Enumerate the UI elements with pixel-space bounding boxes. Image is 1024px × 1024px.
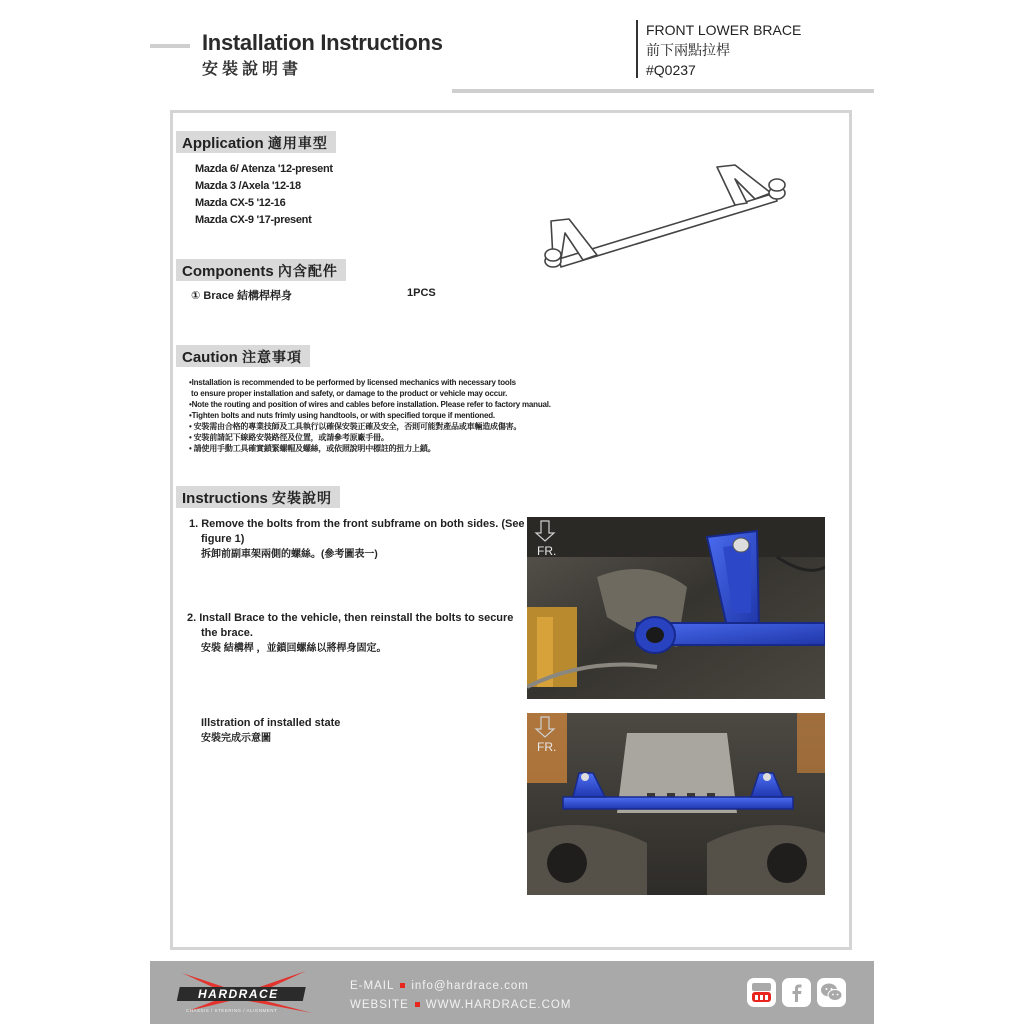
product-name-zh: 前下兩點拉桿 [646, 42, 730, 58]
illustration-caption [201, 716, 340, 746]
red-square-icon [415, 1002, 420, 1007]
website-label: WEBSITE [350, 999, 409, 1011]
facebook-icon[interactable] [782, 978, 811, 1007]
page-title-zh: 安裝說明書 [202, 59, 303, 78]
component-marker: ① [191, 290, 201, 302]
fr-label-2: FR. [537, 740, 557, 754]
instruction-sheet [150, 0, 874, 1024]
figure-1-photo [527, 517, 825, 699]
component-qty: 1PCS [407, 287, 436, 299]
caution-heading-zh: 注意事項 [242, 350, 302, 366]
red-square-icon [400, 983, 405, 988]
instructions-heading [176, 486, 340, 508]
youtube-icon[interactable] [747, 978, 776, 1007]
component-item [191, 287, 292, 303]
contact-info [350, 977, 571, 1015]
step-2-text-zh: 安裝 結構桿 ，並鎖回螺絲以將桿身固定。 [201, 643, 387, 654]
page-title: Installation Instructions [202, 30, 443, 55]
installed-state-photo [527, 713, 825, 895]
illustration-caption-en: Illstration of installed state [201, 717, 341, 729]
components-heading-zh: 內含配件 [277, 264, 338, 280]
step-2-text: 2. Install Brace to the vehicle, then reinstall the bolts to secure [187, 612, 514, 624]
caution-line: •Installation is recommended to be performed by licensed mechanics with necessary tools [189, 378, 516, 387]
part-number: #Q0237 [646, 62, 696, 78]
caution-line: • 安裝前請記下線路安裝路徑及位置，或請參考原廠手冊。 [189, 433, 389, 442]
header-rule-left [150, 44, 190, 48]
caution-line: •Note the routing and position of wires and cables before installation. Please refer to factory manual. [189, 400, 551, 409]
step-1-text: 1. Remove the bolts from the front subframe on both sides. (See [189, 518, 525, 530]
instructions-heading-zh: 安裝說明 [272, 491, 333, 507]
brand-tagline: CHASSIS / STEERING / ALIGNMENT [186, 1008, 278, 1013]
website-link[interactable]: WWW.HARDRACE.COM [425, 999, 572, 1011]
brand-name: HARDRACE [198, 987, 279, 1001]
component-name: Brace 結構桿桿身 [203, 290, 293, 302]
vehicle-item: Mazda 6/ Atenza '12-present [195, 163, 333, 175]
components-heading-en: Components [182, 263, 274, 280]
vehicle-item: Mazda CX-9 '17-present [195, 214, 312, 226]
content-frame [170, 110, 852, 950]
email-label: E-MAIL [350, 980, 395, 992]
application-heading [176, 131, 336, 153]
header-divider [636, 20, 638, 78]
application-heading-zh: 適用車型 [267, 136, 328, 152]
instruction-step-1 [189, 517, 529, 562]
step-1-text-zh: 拆卸前副車架兩側的螺絲。(參考圖表一) [201, 549, 378, 560]
caution-line: • 請使用手動工具確實鎖緊螺帽及螺絲，或依照說明中標註的扭力上鎖。 [189, 444, 436, 453]
website-row [350, 996, 571, 1015]
email-link[interactable]: info@hardrace.com [411, 980, 529, 992]
footer [150, 961, 874, 1024]
product-name: FRONT LOWER BRACE [646, 22, 802, 38]
caution-list [189, 377, 551, 454]
vehicle-list [195, 161, 333, 229]
product-info [646, 20, 801, 80]
fr-label-1: FR. [537, 544, 557, 558]
application-heading-en: Application [182, 135, 264, 152]
caution-line: •Tighten bolts and nuts frimly using handtools, or with specified torque if mentioned. [189, 411, 495, 420]
instructions-heading-en: Instructions [182, 490, 268, 507]
email-row [350, 977, 571, 996]
caution-heading-en: Caution [182, 349, 238, 366]
components-heading [176, 259, 346, 281]
caution-line: • 安裝需由合格的專業技師及工具執行以確保安裝正確及安全，否則可能對產品或車輛造成傷害。 [189, 422, 522, 431]
step-2-text-cont: the brace. [201, 627, 253, 639]
caution-heading [176, 345, 310, 367]
instruction-step-2 [187, 611, 527, 656]
brace-product-drawing [539, 163, 799, 283]
vehicle-item: Mazda 3 /Axela '12-18 [195, 180, 301, 192]
header-rule-right [452, 89, 874, 93]
caution-line: to ensure proper installation and safety, or damage to the product or vehicle may occur. [189, 389, 508, 398]
wechat-icon[interactable] [817, 978, 846, 1007]
illustration-caption-zh: 安裝完成示意圖 [201, 733, 271, 744]
vehicle-item: Mazda CX-5 '12-16 [195, 197, 286, 209]
step-1-text-cont: figure 1) [201, 533, 245, 545]
hardrace-logo [176, 967, 318, 1017]
